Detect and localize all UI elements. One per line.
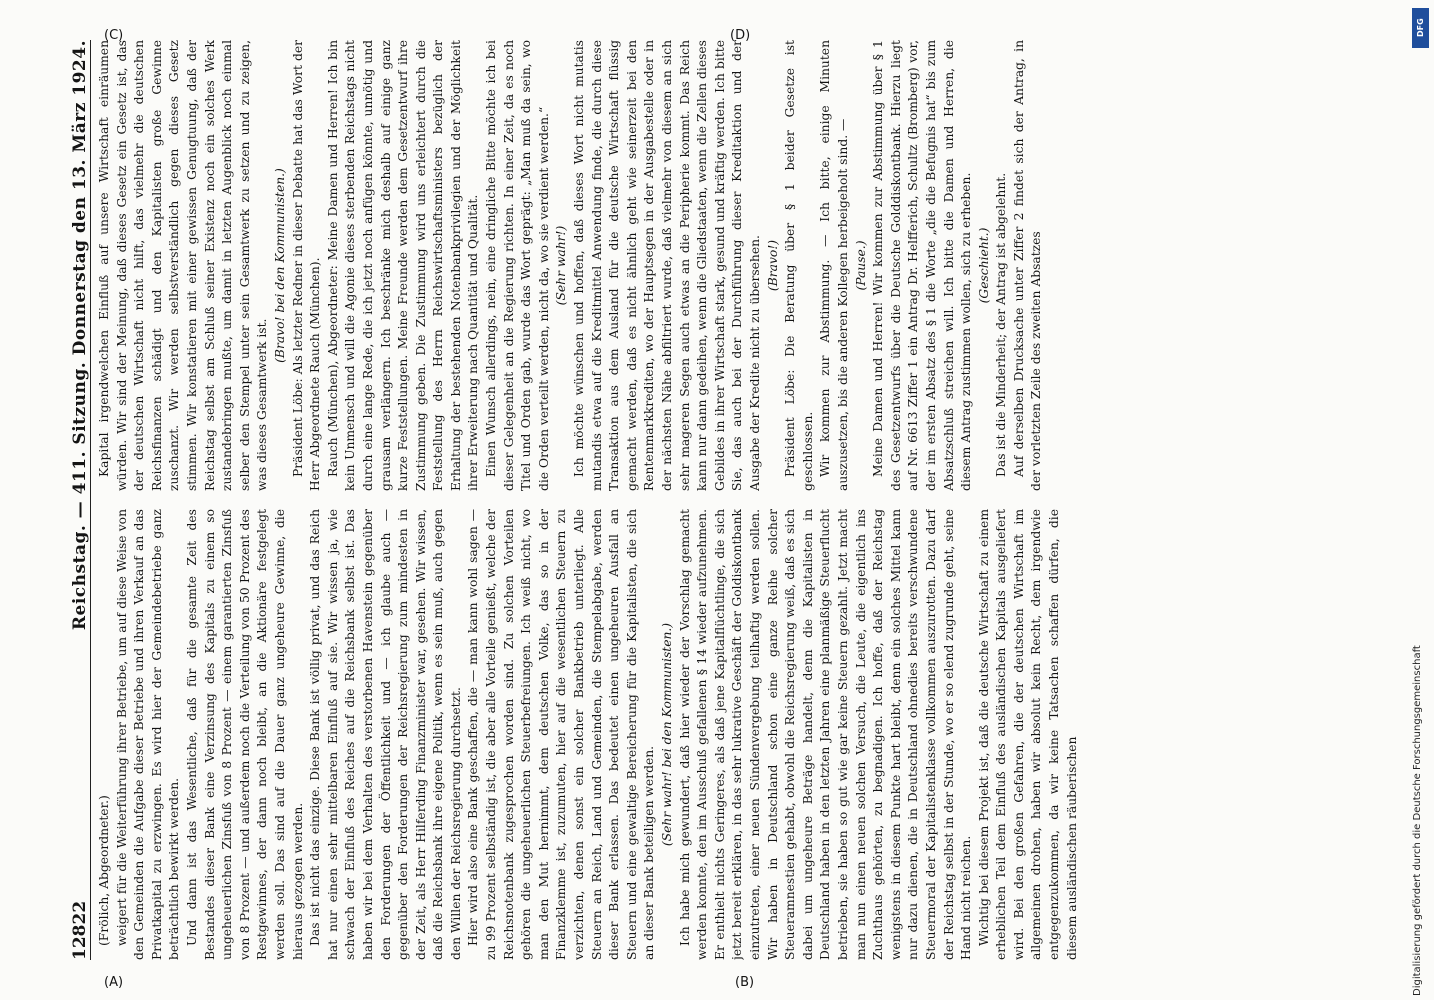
column-left	[96, 509, 1356, 960]
margin-letter-a: (A)	[104, 975, 124, 990]
dfg-logo: DFG	[1412, 8, 1429, 48]
column-right	[96, 40, 1356, 491]
margin-letter-b: (B)	[735, 975, 755, 990]
paragraph: (Sehr wahr! bei den Kommunisten.)	[660, 622, 674, 847]
paragraph: Rauch (München), Abgeordneter: Meine Damen und Herren! Ich bin kein Unmensch und will die Agonie dieses sterbenden Reichstags nicht durch eine lange Rede, die ich jetzt noch anfügen könnte, unnötig und grausam verlängern. Ich beschränke mich deshalb auf einige ganz kurze Feststellungen. Meine Freunde werden dem Gesetzentwurf ihre Zustimmung geben. Die Zustimmung wird uns erleichtert durch die Feststellung des Herrn Reichswirtschaftsministers bezüglich der Erhaltung der bestehenden Notenbankprivilegien und der Möglichkeit ihrer Erweiterung nach Quantität und Qualität.	[325, 40, 481, 491]
paragraph: (Geschieht.)	[976, 227, 991, 304]
paragraph: Präsident Löbe: Als letzter Redner in dieser Debatte hat das Wort der Herr Abgeordnete Rauch (München).	[290, 40, 323, 491]
margin-letter-d: (D)	[730, 28, 751, 43]
paragraph: Wir kommen zur Abstimmung. — Ich bitte, einige Minuten auszusetzen, bis die anderen Kollegen herbeigeholt sind. —	[818, 40, 850, 491]
paragraph: (Frölich, Abgeordneter.)	[97, 795, 111, 946]
paragraph: Präsident Löbe: Die Beratung über § 1 beider Gesetze ist geschlossen.	[783, 40, 815, 491]
paragraph: (Sehr wahr!)	[554, 225, 569, 306]
paragraph: (Bravo!)	[765, 239, 780, 292]
paragraph: Ich möchte wünschen und hoffen, daß dieses Wort nicht mutatis mutandis etwa auf die Kreditmittel Anwendung finde, die durch diese Transaktion aus dem Ausland für die deutsche Wirtschaft flüssig gemacht werden, daß es nicht ähnlich geht wie seinerzeit bei den Rentenmarkkrediten, wo der Hauptsegen in der Ausgabestelle oder in der nächsten Nähe abfiltriert wurde, daß vielmehr von diesem an sich sehr mageren Segen auch etwas an die Peripherie kommt. Das Reich kann nur dann gedeihen, wenn die Gliedstaaten, wenn die Zellen dieses Gebildes in ihrer Wirtschaft stark, gesund und kräftig werden. Ich bitte Sie, das auch bei der Durchführung dieser Kreditaktion und der Ausgabe der Kredite nicht zu übersehen.	[572, 40, 762, 491]
paragraph: Und dann ist das Wesentliche, daß für die gesamte Zeit des Bestandes dieser Bank eine Verzinsung des Kapitals zu einem so ungeheuerlichen Zinsfuß von 8 Prozent — einem garantierten Zinsfuß von 8 Prozent — und außerdem noch die Verteilung von 50 Prozent des Restgewinnes, der dann noch bleibt, an die Aktionäre festgelegt werden soll. Das sind auf die Dauer ganz ungeheure Gewinne, die hieraus gezogen werden.	[184, 509, 305, 960]
digitization-credit	[1406, 6, 1430, 996]
page-title: Reichstag. — 411. Sitzung. Donnerstag den 13. März 1924.	[70, 40, 90, 631]
paragraph: Einen Wunsch allerdings, nein, eine dringliche Bitte möchte ich bei dieser Gelegenheit an die Regierung richten. In einer Zeit, da es noch Titel und Orden gab, wurde das Wort geprägt: „Man muß da sein, wo die Orden verteilt werden, nicht da, wo sie verdient werden.“	[484, 40, 551, 491]
paragraph: Ich habe mich gewundert, daß hier wieder der Vorschlag gemacht werden konnte, den im Ausschuß gefallenen § 14 wieder aufzunehmen. Er enthielt nichts Geringeres, als daß jene Kapitalflüchtlinge, die sich jetzt bereit erklären, in das sehr lukrative Geschäft der Goldiskontbank einzutreten, einer neuen Sündenvergebung teilhaftig werden sollen. Wir haben in Deutschland schon eine ganze Reihe solcher Steueramnestien gehabt, obwohl die Reichsregierung weiß, daß es sich dabei um ungeheure Beträge handelt, denn die Kapitalisten in Deutschland haben in den letzten Jahren eine planmäßige Steuerflucht betrieben, sie haben so gut wie gar keine Steuern gezahlt. Jetzt macht man nun einen neuen solchen Versuch, die Leute, die eigentlich ins Zuchthaus gehörten, zu begnadigen. Ich hoffe, daß der Reichstag wenigstens in diesem Punkte hart bleibt, denn ein solches Mittel kann nur dazu dienen, die in Deutschland ohnedies bereits verschwundene Steuermoral der Kapitalistenklasse vollkommen auszurotten. Dazu darf der Reichstag selbst in der Stunde, wo er so elend zugrunde geht, seine Hand nicht reichen.	[677, 509, 974, 960]
paragraph: weigert für die Weiterführung ihrer Betriebe, um auf diese Weise von den Gemeinden die Aufgabe dieser Betriebe und ihren Verkauf an das Privatkapital zu erzwingen. Es wird hier der Gemeindebetriebe ganz beträchtlich bewirkt werden.	[114, 509, 182, 960]
paragraph: Das ist nicht das einzige. Diese Bank ist völlig privat, und das Reich hat nur einen sehr mittelbaren Einfluß auf sie. Wir wissen ja, wie schwach der Einfluß des Reiches auf die Reichsbank selbst ist. Das haben wir bei dem Verhalten des verstorbenen Havenstein gegenüber den Forderungen der Öffentlichkeit und — ich glaube auch — gegenüber den Forderungen der Reichsregierung zum mindesten in der Zeit, als Herr Hilferding Finanzminister war, gesehen. Wir wissen, daß die Reichsbank ihre eigene Politik, wenn es sein muß, auch gegen den Willen der Reichsregierung durchsetzt.	[308, 509, 463, 960]
credit-text: Digitalisierung gefördert durch die Deutsche Forschungsgemeinschaft	[1412, 645, 1423, 996]
page-number: 12822	[70, 900, 90, 960]
paragraph: Meine Damen und Herren! Wir kommen zur Abstimmung über § 1 des Gesetzentwurfs über die Deutsche Golddiskontbank. Hierzu liegt auf Nr. 6613 Ziffer 1 ein Antrag Dr. Helfferich, Schultz (Bromberg) vor, der im ersten Absatz des § 1 die Worte „die die Befugnis hat“ bis zum Absatzschluß streichen will. Ich bitte die Damen und Herren, die diesem Antrag zustimmen wollen, sich zu erheben.	[871, 40, 974, 491]
paragraph: Kapital irgendwelchen Einfluß auf unsere Wirtschaft einräumen würden. Wir sind der Meinung, daß dieses Gesetz ein Gesetz ist, das der deutschen Wirtschaft nicht hilft, das vielmehr die deutschen Reichsfinanzen schädigt und den Kapitalisten große Gewinne zuschanzt. Wir werden selbstverständlich gegen dieses Gesetz stimmen. Wir konstatieren mit einer gewissen Genugtuung, daß der Reichstag selbst am Schluß seiner Existenz noch ein solches Werk zustandebringen mußte, um damit in letzten Augenblick noch einmal selber den Stempel unter sein Gesamtwerk zu setzen und zu zeigen, was dieses Gesamtwerk ist.	[97, 40, 270, 491]
page-header	[60, 40, 91, 960]
paragraph: (Bravo! bei den Kommunisten.)	[272, 168, 287, 363]
margin-letter-c: (C)	[104, 28, 124, 43]
paragraph: Das ist die Minderheit; der Antrag ist abgelehnt.	[994, 172, 1009, 477]
paragraph: Wichtig bei diesem Projekt ist, daß die deutsche Wirtschaft zu einem erheblichen Teil dem Einfluß des ausländischen Kapitals ausgeliefert wird. Bei den großen Gefahren, die der deutschen Wirtschaft im allgemeinen drohen, haben wir absolut kein Recht, dem irgendwie entgegenzukommen, da wir keine Tatsachen schaffen dürfen, die diesem ausländischen räuberischen	[976, 509, 1079, 960]
paragraph: (Pause.)	[853, 240, 868, 291]
text-columns	[96, 40, 1356, 960]
paragraph: Auf derselben Drucksache unter Ziffer 2 findet sich der Antrag, in der vorletzten Zeile des zweiten Absatzes	[1011, 40, 1044, 491]
paragraph: Hier wird also eine Bank geschaffen, die — man kann wohl sagen — zu 99 Prozent selbständig ist, die aber alle Vorteile genießt, welche der Reichsnotenbank zugesprochen worden sind. Zu solchen Vorteilen gehören die ungeheuerlichen Steuerbefreiungen. Ich weiß nicht, wo man den Mut hernimmt, dem deutschen Volke, das so in der Finanzklemme ist, zuzumuten, hier auf die wesentlichen Steuern zu verzichten, denen sonst ein solcher Bankbetrieb unterliegt. Alle Steuern an Reich, Land und Gemeinden, die Stempelabgabe, werden dieser Bank erlassen. Das bedeutet einen ungeheuren Ausfall an Steuern und eine gewaltige Bereicherung für die Kapitalisten, die sich an dieser Bank beteiligen werden.	[466, 509, 657, 960]
